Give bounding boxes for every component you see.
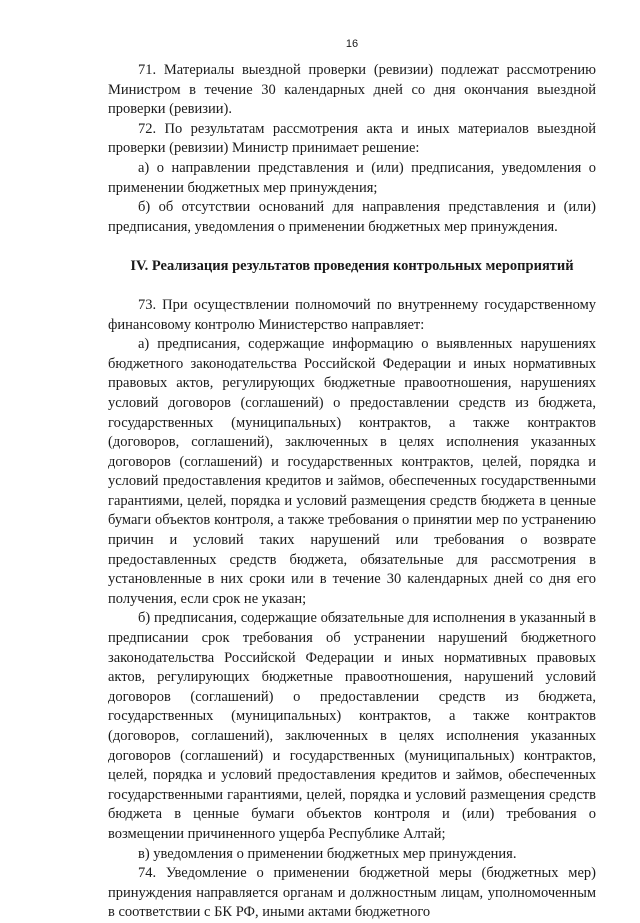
paragraph-73-a: а) предписания, содержащие информацию о выявленных нарушениях бюджетного законодательства Российской Федерации и иных нормативных правовых актов, регулирующих бюджетные правоотношения, нарушениях условий договоров (соглашений) о предоставлении средств из бюджета, государственных (муниципальных) контрактов, а также контрактов (договоров, соглашений), заключенных в целях исполнения указанных договоров (соглашений) и государственных контрактов, целей, порядка и условий предоставления кредитов и займов, обеспеченных государственными гарантиями, целей, порядка и условий размещения средств бюджета в ценные бумаги объектов контроля, а также требования о принятии мер по устранению причин и условий таких нарушений или требования о возврате предоставленных средств бюджета, обязательные для рассмотрения в установленные в них сроки или в течение 30 календарных дней со дня его получения, если срок не указан;	[108, 336, 596, 607]
paragraph-71: 71. Материалы выездной проверки (ревизии) подлежат рассмотрению Министром в течение 30 календарных дней со дня окончания выездной проверки (ревизии).	[108, 62, 596, 118]
page-number: 16	[345, 38, 359, 50]
paragraph-72-a: а) о направлении представления и (или) предписания, уведомления о применении бюджетных мер принуждения;	[108, 159, 596, 196]
paragraph-73-v: в) уведомления о применении бюджетных мер принуждения.	[138, 845, 517, 862]
paragraph-72-b: б) об отсутствии оснований для направления представления и (или) предписания, уведомления о применении бюджетных мер принуждения.	[108, 199, 596, 235]
paragraph-73-b: б) предписания, содержащие обязательные для исполнения в указанный в предписании срок требования об устранении нарушений бюджетного законодательства Российской Федерации и иных нормативных правовых актов, регулирующих бюджетные правоотношения, нарушений условий договоров (соглашений) о предоставлении средств из бюджета, государственных (муниципальных) контрактов, а также контрактов (договоров, соглашений), заключенных в целях исполнения указанных договоров (соглашений) и государственных (муниципальных) контрактов, целей, порядка и условий предоставления кредитов и займов, обеспеченных государственными гарантиями, целей, порядка и условий размещения средств бюджета в ценные бумаги объектов контроля и (или) требования о возмещении причиненного ущерба Республике Алтай;	[108, 610, 596, 842]
paragraph-74: 74. Уведомление о применении бюджетной меры (бюджетных мер) принуждения направляется органам и должностным лицам, уполномоченным в соответствии с БК РФ, иными актами бюджетного	[108, 865, 596, 921]
section-heading: IV. Реализация результатов проведения контрольных мероприятий	[130, 258, 574, 275]
paragraph-72: 72. По результатам рассмотрения акта и иных материалов выездной проверки (ревизии) Министр принимает решение:	[108, 120, 596, 157]
paragraph-73: 73. При осуществлении полномочий по внутреннему государственному финансовому контролю Министерство направляет:	[108, 296, 596, 333]
